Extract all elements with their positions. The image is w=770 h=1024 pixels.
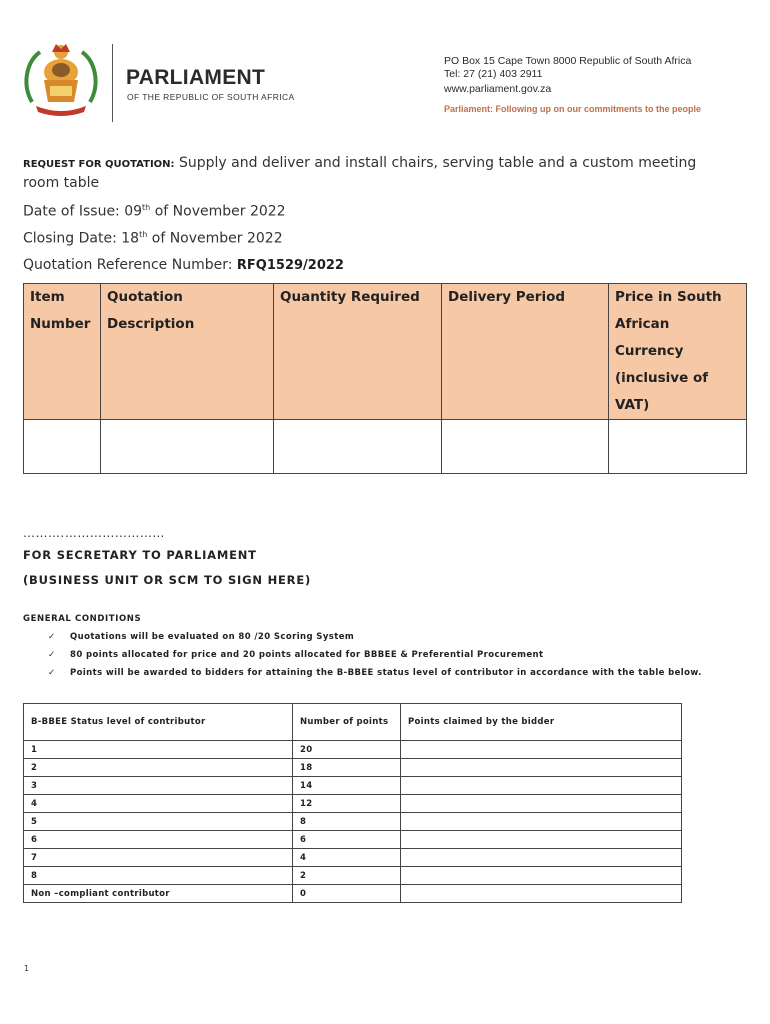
bbbee-points-table bbox=[23, 703, 682, 903]
status-level-cell: Non –compliant contributor bbox=[24, 885, 293, 903]
reference-number: RFQ1529/2022 bbox=[236, 258, 344, 273]
table-row bbox=[24, 885, 682, 903]
check-icon: ✓ bbox=[48, 632, 56, 642]
points-claimed-cell[interactable] bbox=[401, 885, 682, 903]
signatory-title: FOR SECRETARY TO PARLIAMENT bbox=[23, 548, 257, 562]
points-cell: 12 bbox=[293, 795, 401, 813]
table-row bbox=[24, 420, 747, 474]
table-row bbox=[24, 849, 682, 867]
points-claimed-cell[interactable] bbox=[401, 777, 682, 795]
points-cell: 2 bbox=[293, 867, 401, 885]
points-claimed-cell[interactable] bbox=[401, 759, 682, 777]
condition-item: ✓ Points will be awarded to bidders for attaining the B-BBEE status level of contributor in accordance with the table below. bbox=[48, 668, 702, 678]
item-number-cell[interactable] bbox=[24, 420, 101, 474]
table-row bbox=[24, 867, 682, 885]
points-cell: 4 bbox=[293, 849, 401, 867]
org-subtitle: OF THE REPUBLIC OF SOUTH AFRICA bbox=[127, 92, 295, 102]
header-item-number: Item Number bbox=[24, 284, 101, 420]
description-cell[interactable] bbox=[101, 420, 274, 474]
points-claimed-cell[interactable] bbox=[401, 831, 682, 849]
status-level-cell: 7 bbox=[24, 849, 293, 867]
status-level-cell: 5 bbox=[24, 813, 293, 831]
status-level-cell: 1 bbox=[24, 741, 293, 759]
request-text: Supply and deliver and install chairs, serving table and a custom meeting room table bbox=[23, 155, 697, 191]
header-number-of-points: Number of points bbox=[293, 704, 401, 741]
general-conditions-title: GENERAL CONDITIONS bbox=[23, 614, 142, 624]
points-cell: 18 bbox=[293, 759, 401, 777]
signatory-note: (BUSINESS UNIT OR SCM TO SIGN HERE) bbox=[23, 573, 312, 587]
points-cell: 0 bbox=[293, 885, 401, 903]
header-points-claimed: Points claimed by the bidder bbox=[401, 704, 682, 741]
price-cell[interactable] bbox=[609, 420, 747, 474]
org-name: PARLIAMENT bbox=[126, 66, 266, 89]
status-level-cell: 4 bbox=[24, 795, 293, 813]
header-quantity-required: Quantity Required bbox=[274, 284, 442, 420]
status-level-cell: 2 bbox=[24, 759, 293, 777]
quotation-table bbox=[23, 283, 747, 474]
table-row bbox=[24, 831, 682, 849]
points-cell: 20 bbox=[293, 741, 401, 759]
table-row bbox=[24, 741, 682, 759]
condition-item: ✓ 80 points allocated for price and 20 points allocated for BBBEE & Preferential Procurement bbox=[48, 650, 544, 660]
points-claimed-cell[interactable] bbox=[401, 741, 682, 759]
table-row bbox=[24, 795, 682, 813]
header-quotation-description: Quotation Description bbox=[101, 284, 274, 420]
condition-item: ✓ Quotations will be evaluated on 80 /20 Scoring System bbox=[48, 632, 355, 642]
status-level-cell: 8 bbox=[24, 867, 293, 885]
check-icon: ✓ bbox=[48, 650, 56, 660]
delivery-cell[interactable] bbox=[442, 420, 609, 474]
parliament-coat-of-arms-logo bbox=[22, 40, 100, 120]
phone-line: Tel: 27 (21) 403 2911 bbox=[444, 68, 543, 80]
header-price: Price in South African Currency (inclusive of VAT) bbox=[609, 284, 747, 420]
table-row bbox=[24, 813, 682, 831]
page-number: 1 bbox=[24, 964, 30, 973]
points-cell: 14 bbox=[293, 777, 401, 795]
request-heading bbox=[23, 154, 723, 192]
signature-line: ……….…………………… bbox=[23, 526, 165, 540]
table-row bbox=[24, 759, 682, 777]
website-link[interactable]: www.parliament.gov.za bbox=[444, 83, 552, 95]
status-level-cell: 6 bbox=[24, 831, 293, 849]
tagline: Parliament: Following up on our commitments to the people bbox=[444, 104, 702, 114]
points-claimed-cell[interactable] bbox=[401, 867, 682, 885]
closing-date: Closing Date: 18th of November 2022 bbox=[23, 230, 283, 247]
address-line: PO Box 15 Cape Town 8000 Republic of South Africa bbox=[444, 55, 692, 67]
table-row bbox=[24, 777, 682, 795]
quotation-reference: Quotation Reference Number: RFQ1529/2022 bbox=[23, 257, 344, 273]
header-delivery-period: Delivery Period bbox=[442, 284, 609, 420]
points-claimed-cell[interactable] bbox=[401, 849, 682, 867]
request-label: REQUEST FOR QUOTATION: bbox=[23, 159, 175, 170]
quantity-cell[interactable] bbox=[274, 420, 442, 474]
check-icon: ✓ bbox=[48, 668, 56, 678]
header-divider bbox=[112, 44, 113, 122]
points-claimed-cell[interactable] bbox=[401, 795, 682, 813]
issue-date: Date of Issue: 09th of November 2022 bbox=[23, 203, 286, 220]
points-cell: 8 bbox=[293, 813, 401, 831]
status-level-cell: 3 bbox=[24, 777, 293, 795]
points-claimed-cell[interactable] bbox=[401, 813, 682, 831]
header-status-level: B-BBEE Status level of contributor bbox=[24, 704, 293, 741]
points-cell: 6 bbox=[293, 831, 401, 849]
